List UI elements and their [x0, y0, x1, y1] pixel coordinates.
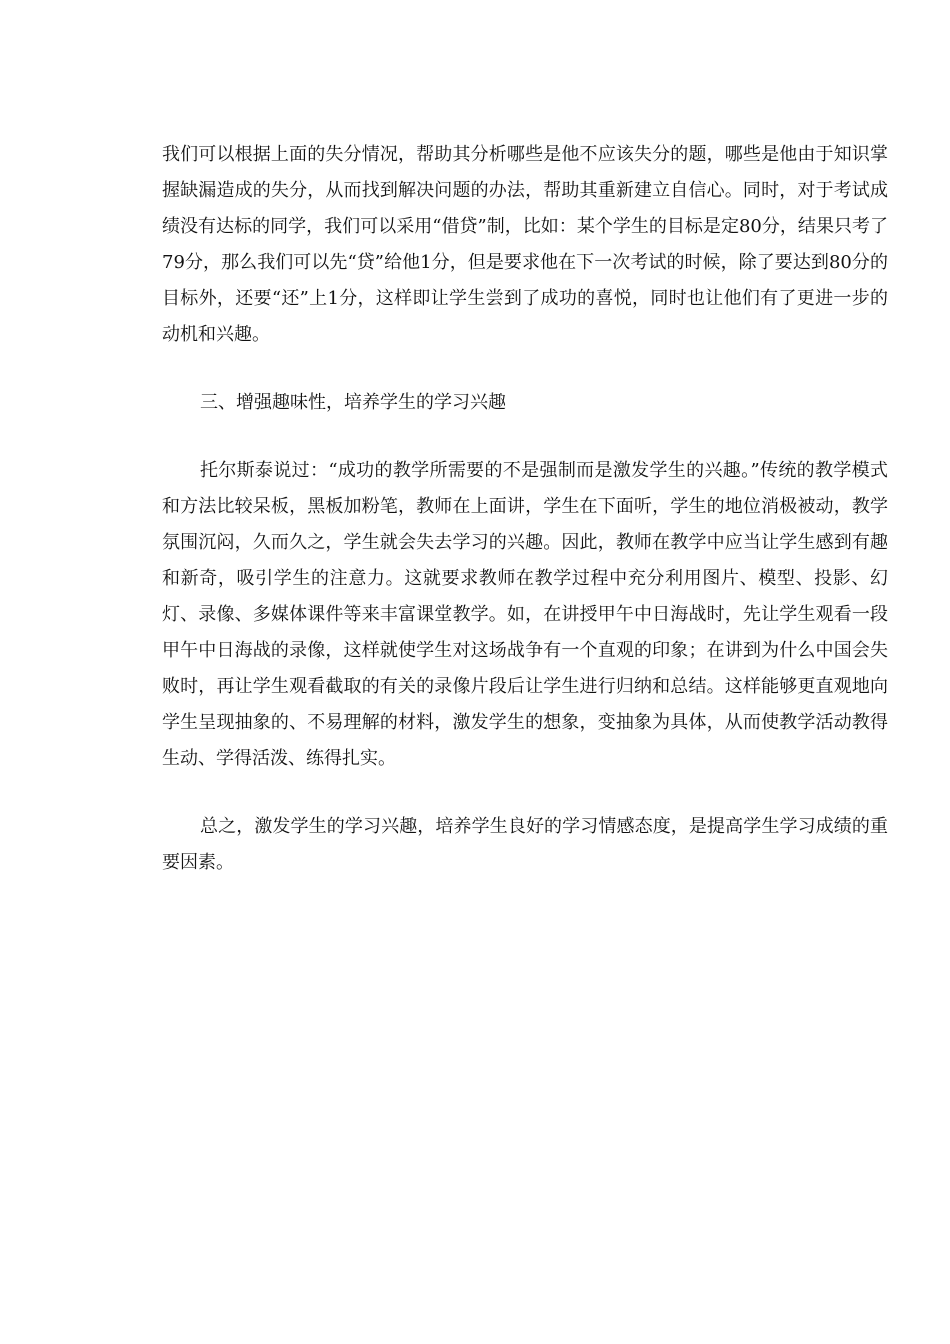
section-heading-interest: 三、增强趣味性，培养学生的学习兴趣 — [200, 392, 506, 413]
paragraph-conclusion: 总之，激发学生的学习兴趣，培养学生良好的学习情感态度，是提高学生学习成绩的重要因素。 — [162, 816, 888, 873]
paragraph-remedial-strategy: 我们可以根据上面的失分情况，帮助其分析哪些是他不应该失分的题，哪些是他由于知识掌握缺漏造成的失分，从而找到解决问题的办法，帮助其重新建立自信心。同时，对于考试成绩没有达标的同学，我们可以采用“借贷”制，比如：某个学生的目标是定80分，结果只考了79分，那么我们可以先“贷”给他1分，但是要求他在下一次考试的时候，除了要达到80分的目标外，还要“还”上1分，这样即让学生尝到了成功的喜悦，同时也让他们有了更进一步的动机和兴趣。 — [162, 144, 888, 345]
document-body — [162, 137, 888, 913]
paragraph-tolstoy-quote: 托尔斯泰说过：“成功的教学所需要的不是强制而是激发学生的兴趣。”传统的教学模式和方法比较呆板，黑板加粉笔，教师在上面讲，学生在下面听，学生的地位消极被动，教学氛围沉闷，久而久之，学生就会失去学习的兴趣。因此，教师在教学中应当让学生感到有趣和新奇，吸引学生的注意力。这就要求教师在教学过程中充分利用图片、模型、投影、幻灯、录像、多媒体课件等来丰富课堂教学。如，在讲授甲午中日海战时，先让学生观看一段甲午中日海战的录像，这样就使学生对这场战争有一个直观的印象；在讲到为什么中国会失败时，再让学生观看截取的有关的录像片段后让学生进行归纳和总结。这样能够更直观地向学生呈现抽象的、不易理解的材料，激发学生的想象，变抽象为具体，从而使教学活动教得生动、学得活泼、练得扎实。 — [162, 460, 888, 769]
